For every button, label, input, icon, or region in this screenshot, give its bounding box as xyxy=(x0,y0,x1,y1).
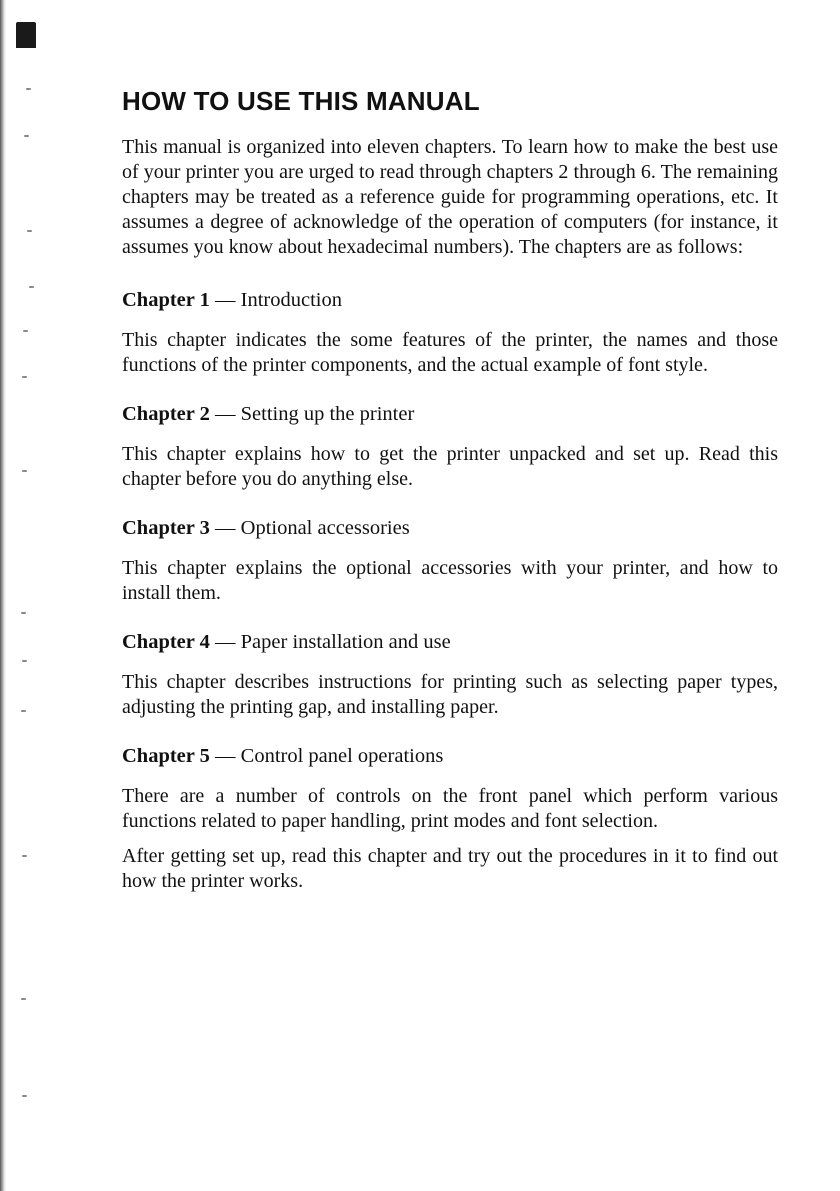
chapter-title: Setting up the printer xyxy=(240,403,415,425)
page-title: HOW TO USE THIS MANUAL xyxy=(122,86,480,116)
chapter-number: Chapter 4 xyxy=(122,631,210,653)
chapter-dash: — xyxy=(215,289,236,311)
chapter-section xyxy=(122,288,778,378)
binding-edge xyxy=(0,0,6,1191)
chapter-dash: — xyxy=(215,631,236,653)
chapter-section xyxy=(122,402,778,492)
scan-dot xyxy=(22,855,27,857)
chapter-dash: — xyxy=(215,403,236,425)
scan-dot xyxy=(21,710,26,712)
scan-mark xyxy=(16,22,36,48)
chapter-heading xyxy=(122,744,778,769)
chapter-section xyxy=(122,630,778,720)
chapter-dash: — xyxy=(215,745,236,767)
chapter-number: Chapter 5 xyxy=(122,745,210,767)
manual-page xyxy=(122,86,778,918)
chapter-title: Paper installation and use xyxy=(240,631,451,653)
scan-dot xyxy=(22,660,27,662)
chapter-description: This chapter indicates the some features of the printer, the names and those functions of the printer components, and the actual example of font style. xyxy=(122,329,778,376)
chapter-heading xyxy=(122,630,778,655)
scan-dot xyxy=(23,330,28,332)
chapter-title: Optional accessories xyxy=(240,517,410,539)
chapter-number: Chapter 3 xyxy=(122,517,210,539)
chapter-section xyxy=(122,744,778,894)
chapter-description: This chapter explains how to get the printer unpacked and set up. Read this chapter before you do anything else. xyxy=(122,443,778,490)
scan-dot xyxy=(24,135,29,137)
scan-dot xyxy=(22,470,27,472)
scan-dot xyxy=(21,998,26,1000)
chapter-heading xyxy=(122,516,778,541)
scan-dot xyxy=(21,612,26,614)
chapter-section xyxy=(122,516,778,606)
scan-dot xyxy=(22,376,27,378)
chapter-description: This chapter describes instructions for printing such as selecting paper types, adjusting the printing gap, and installing paper. xyxy=(122,671,778,718)
chapter-heading xyxy=(122,288,778,313)
chapter-heading xyxy=(122,402,778,427)
chapter-dash: — xyxy=(215,517,236,539)
chapter-description: There are a number of controls on the front panel which perform various functions related to paper handling, print modes and font selection. xyxy=(122,785,778,832)
chapter-number: Chapter 2 xyxy=(122,403,210,425)
scan-dot xyxy=(29,286,34,288)
scan-dot xyxy=(27,230,32,232)
chapter-title: Control panel operations xyxy=(240,745,444,767)
chapter-number: Chapter 1 xyxy=(122,289,210,311)
chapter-description: After getting set up, read this chapter and try out the procedures in it to find out how the printer works. xyxy=(122,845,778,892)
intro-paragraph: This manual is organized into eleven chapters. To learn how to make the best use of your printer you are urged to read through chapters 2 through 6. The remaining chapters may be treated as a reference guide for programming operations, etc. It assumes a degree of acknowledge of the operation of computers (for instance, it assumes you know about hexadecimal numbers). The chapters are as follows: xyxy=(122,136,778,258)
scan-dot xyxy=(22,1095,27,1097)
chapter-title: Introduction xyxy=(240,289,342,311)
scan-dot xyxy=(26,88,31,90)
chapter-description: This chapter explains the optional accessories with your printer, and how to install them. xyxy=(122,557,778,604)
